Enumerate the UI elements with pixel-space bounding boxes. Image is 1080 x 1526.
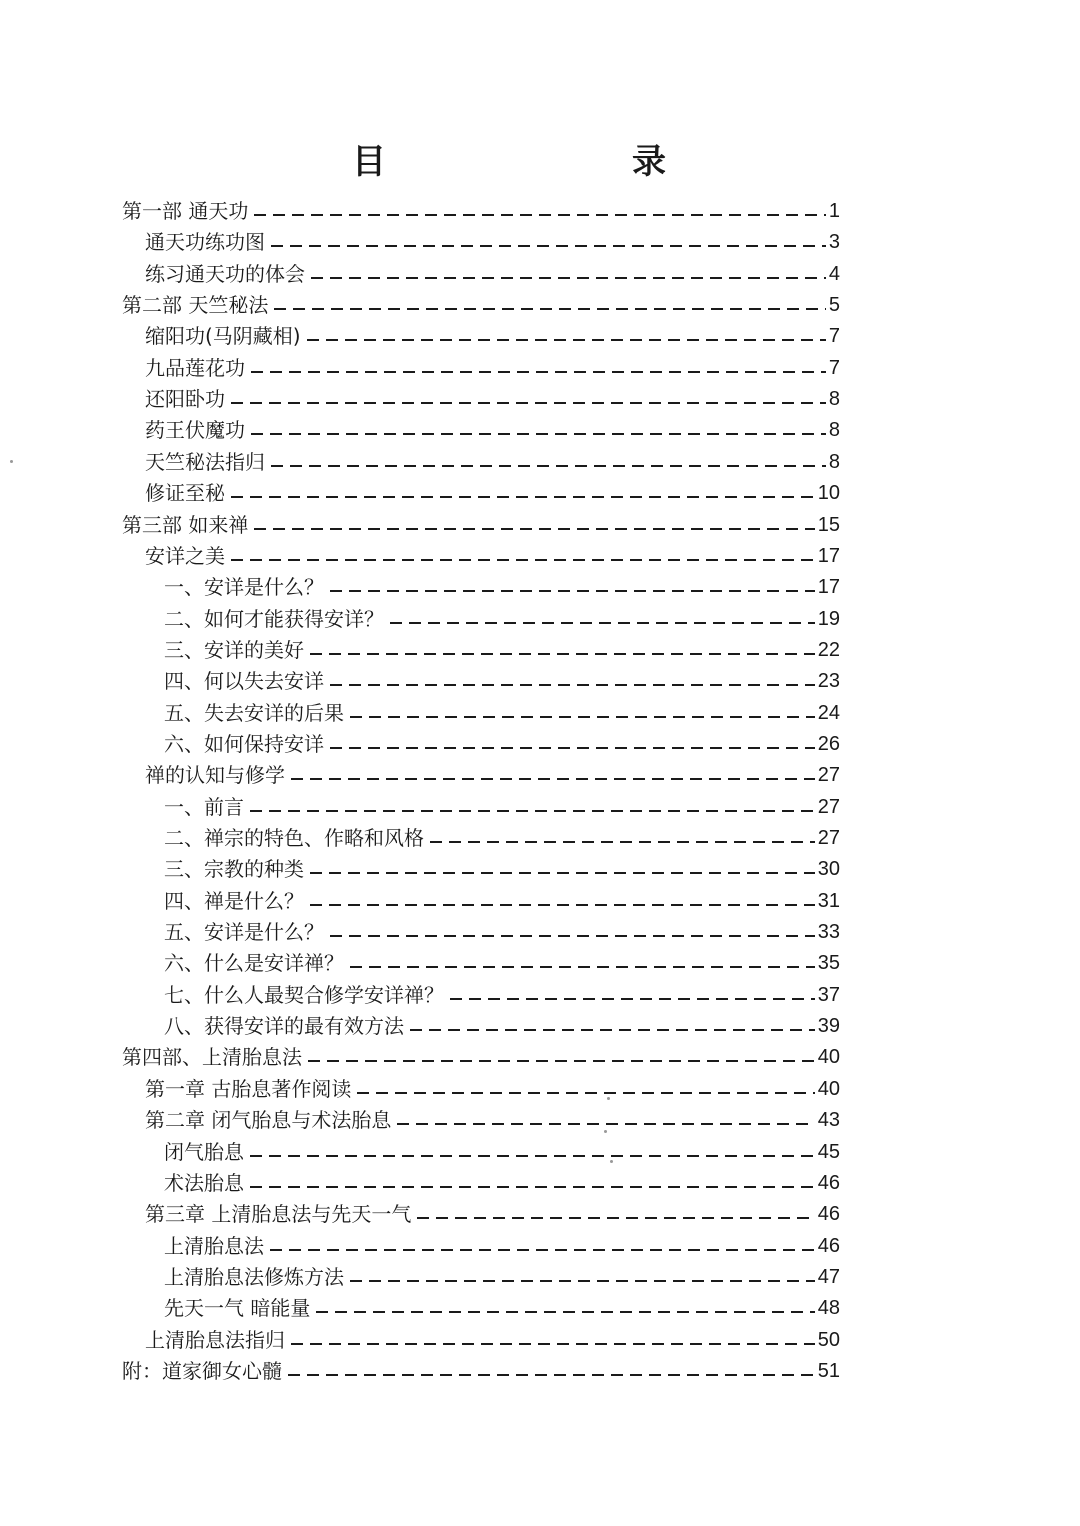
toc-page-number: 46 <box>817 1235 840 1257</box>
toc-dash-leader <box>250 1186 815 1188</box>
toc-entry-title: 二、禅宗的特色、作略和风格 <box>164 826 424 850</box>
toc-entry[interactable] <box>145 758 840 789</box>
toc-dash-leader <box>250 1155 815 1157</box>
toc-dash-leader <box>254 528 814 530</box>
toc-entry[interactable] <box>164 1291 840 1322</box>
toc-page-number: 3 <box>828 231 840 253</box>
toc-page-number: 30 <box>817 858 840 880</box>
toc-entry[interactable] <box>164 664 840 695</box>
toc-entry-title: 第三部 如来禅 <box>122 513 249 537</box>
toc-page-number: 27 <box>817 764 840 786</box>
toc-entry-title: 六、如何保持安详 <box>164 732 324 756</box>
toc-entry[interactable] <box>145 225 840 256</box>
toc-entry-title: 上清胎息法指归 <box>145 1328 285 1352</box>
toc-page-number: 17 <box>817 545 840 567</box>
toc-entry[interactable] <box>164 821 840 852</box>
toc-entry-title: 通天功练功图 <box>145 230 265 254</box>
toc-entry-title: 七、什么人最契合修学安详禅？ <box>164 983 444 1007</box>
toc-page-number: 17 <box>817 576 840 598</box>
toc-entry[interactable] <box>164 727 840 758</box>
toc-entry-title: 第三章 上清胎息法与先天一气 <box>145 1202 412 1226</box>
scan-speck <box>604 1130 607 1133</box>
toc-dash-leader <box>311 277 826 279</box>
toc-page-number: 46 <box>817 1203 840 1225</box>
toc-entry-title: 上清胎息法修炼方法 <box>164 1265 344 1289</box>
toc-entry-title: 第二部 天竺秘法 <box>122 293 269 317</box>
toc-entry[interactable] <box>164 633 840 664</box>
toc-dash-leader <box>251 371 826 373</box>
toc-entry-title: 四、禅是什么？ <box>164 889 304 913</box>
toc-entry-title: 二、如何才能获得安详？ <box>164 607 384 631</box>
scan-speck <box>607 1097 610 1100</box>
toc-entry[interactable] <box>145 1323 840 1354</box>
toc-dash-leader <box>410 1029 815 1031</box>
toc-dash-leader <box>231 496 815 498</box>
toc-page-number: 43 <box>817 1109 840 1131</box>
toc-page-number: 10 <box>817 482 840 504</box>
toc-entry[interactable] <box>164 915 840 946</box>
toc-entry-title: 还阳卧功 <box>145 387 225 411</box>
toc-entry-title: 三、宗教的种类 <box>164 857 304 881</box>
toc-entry-title: 上清胎息法 <box>164 1234 264 1258</box>
toc-page-number: 22 <box>817 639 840 661</box>
toc-entry[interactable] <box>122 1354 840 1385</box>
toc-entry-title: 五、失去安详的后果 <box>164 701 344 725</box>
toc-dash-leader <box>450 998 815 1000</box>
toc-entry-title: 第四部、上清胎息法 <box>122 1045 302 1069</box>
toc-entry-title: 术法胎息 <box>164 1171 244 1195</box>
toc-page-number: 23 <box>817 670 840 692</box>
toc-entry[interactable] <box>145 539 840 570</box>
toc-dash-leader <box>254 214 826 216</box>
toc-page-number: 27 <box>817 827 840 849</box>
toc-entry[interactable] <box>145 445 840 476</box>
toc-dash-leader <box>271 245 826 247</box>
toc-dash-leader <box>291 778 815 780</box>
toc-dash-leader <box>251 433 826 435</box>
toc-entry-title: 第二章 闭气胎息与术法胎息 <box>145 1108 392 1132</box>
scan-speck <box>10 460 13 463</box>
toc-entry-title: 修证至秘 <box>145 481 225 505</box>
toc-entry[interactable] <box>164 978 840 1009</box>
toc-page-number: 45 <box>817 1141 840 1163</box>
toc-dash-leader <box>274 308 826 310</box>
toc-entry[interactable] <box>145 382 840 413</box>
toc-entry-title: 五、安详是什么？ <box>164 920 324 944</box>
toc-entry-title: 禅的认知与修学 <box>145 763 285 787</box>
toc-page-number: 27 <box>817 796 840 818</box>
toc-entry[interactable] <box>122 508 840 539</box>
toc-page-number: 40 <box>817 1078 840 1100</box>
toc-page-number: 37 <box>817 984 840 1006</box>
toc-dash-leader <box>330 590 815 592</box>
toc-entry[interactable] <box>164 1229 840 1260</box>
toc-entry[interactable] <box>145 257 840 288</box>
toc-entry-title: 练习通天功的体会 <box>145 262 305 286</box>
toc-dash-leader <box>330 747 815 749</box>
toc-entry[interactable] <box>145 351 840 382</box>
toc-entry-title: 附：道家御女心髓 <box>122 1359 282 1383</box>
toc-entry-title: 一、前言 <box>164 795 244 819</box>
toc-page-number: 31 <box>817 890 840 912</box>
toc-entry-title: 六、什么是安详禅？ <box>164 951 344 975</box>
toc-dash-leader <box>270 1249 815 1251</box>
toc-entry[interactable] <box>122 194 840 225</box>
toc-dash-leader <box>310 904 815 906</box>
toc-dash-leader <box>250 810 815 812</box>
toc-dash-leader <box>330 684 815 686</box>
toc-entry[interactable] <box>164 602 840 633</box>
toc-entry-title: 八、获得安详的最有效方法 <box>164 1014 404 1038</box>
toc-page-number: 26 <box>817 733 840 755</box>
toc-page-number: 35 <box>817 952 840 974</box>
toc-entry[interactable] <box>164 1135 840 1166</box>
toc-page-number: 24 <box>817 702 840 724</box>
toc-dash-leader <box>430 841 815 843</box>
toc-entry-title: 闭气胎息 <box>164 1140 244 1164</box>
toc-dash-leader <box>397 1123 814 1125</box>
toc-entry-title: 三、安详的美好 <box>164 638 304 662</box>
toc-entry[interactable] <box>164 1166 840 1197</box>
toc-entry[interactable] <box>145 319 840 350</box>
toc-page-number: 4 <box>828 263 840 285</box>
toc-dash-leader <box>316 1311 814 1313</box>
toc-dash-leader <box>357 1092 814 1094</box>
toc-dash-leader <box>390 622 815 624</box>
toc-dash-leader <box>288 1374 815 1376</box>
toc-dash-leader <box>231 402 826 404</box>
toc-entry-title: 第一章 古胎息著作阅读 <box>145 1077 352 1101</box>
toc-dash-leader <box>417 1217 814 1219</box>
toc-entry[interactable] <box>164 946 840 977</box>
toc-page-number: 19 <box>817 608 840 630</box>
toc-dash-leader <box>291 1343 815 1345</box>
toc-page-number: 8 <box>828 419 840 441</box>
toc-page-number: 5 <box>828 294 840 316</box>
toc-page-number: 51 <box>817 1360 840 1382</box>
toc-entry-title: 缩阳功(马阴藏相) <box>145 324 301 348</box>
toc-entry-title: 天竺秘法指归 <box>145 450 265 474</box>
toc-entry-title: 第一部 通天功 <box>122 199 249 223</box>
toc-page-number: 50 <box>817 1329 840 1351</box>
toc-entry-title: 安详之美 <box>145 544 225 568</box>
toc-dash-leader <box>350 716 815 718</box>
scan-speck <box>610 1160 613 1163</box>
toc-entry[interactable] <box>145 476 840 507</box>
toc-entry-title: 一、安详是什么？ <box>164 575 324 599</box>
toc-entry-title: 四、何以失去安详 <box>164 669 324 693</box>
toc-entry[interactable] <box>164 1260 840 1291</box>
toc-dash-leader <box>231 559 815 561</box>
toc-page-number: 7 <box>828 325 840 347</box>
toc-entry[interactable] <box>145 1072 840 1103</box>
toc-entry[interactable] <box>145 413 840 444</box>
toc-dash-leader <box>307 339 826 341</box>
toc-entry[interactable] <box>164 852 840 883</box>
toc-entry[interactable] <box>122 288 840 319</box>
toc-entry[interactable] <box>122 1040 840 1071</box>
toc-page-number: 48 <box>817 1297 840 1319</box>
page-title-right: 录 <box>632 142 666 182</box>
toc-page-number: 33 <box>817 921 840 943</box>
toc-page-number: 46 <box>817 1172 840 1194</box>
toc-dash-leader <box>330 935 815 937</box>
toc-page-number: 8 <box>828 388 840 410</box>
toc-entry[interactable] <box>164 696 840 727</box>
toc-entry[interactable] <box>164 884 840 915</box>
page-title-left: 目 <box>352 142 386 182</box>
toc-page-number: 7 <box>828 357 840 379</box>
toc-entry-title: 先天一气 暗能量 <box>164 1296 311 1320</box>
toc-page-number: 40 <box>817 1046 840 1068</box>
toc-page-number: 47 <box>817 1266 840 1288</box>
toc-dash-leader <box>350 1280 815 1282</box>
toc-dash-leader <box>350 966 815 968</box>
toc-page-number: 15 <box>817 514 840 536</box>
toc-page-number: 1 <box>828 200 840 222</box>
toc-entry[interactable] <box>145 1103 840 1134</box>
toc-entry[interactable] <box>164 1009 840 1040</box>
toc-page-number: 39 <box>817 1015 840 1037</box>
toc-entry-title: 药王伏魔功 <box>145 418 245 442</box>
toc-dash-leader <box>310 872 815 874</box>
toc-dash-leader <box>271 465 826 467</box>
toc-entry[interactable] <box>164 790 840 821</box>
toc-page-number: 8 <box>828 451 840 473</box>
toc-dash-leader <box>308 1060 815 1062</box>
toc-entry[interactable] <box>164 570 840 601</box>
toc-dash-leader <box>310 653 815 655</box>
toc-entry[interactable] <box>145 1197 840 1228</box>
toc-entry-title: 九品莲花功 <box>145 356 245 380</box>
